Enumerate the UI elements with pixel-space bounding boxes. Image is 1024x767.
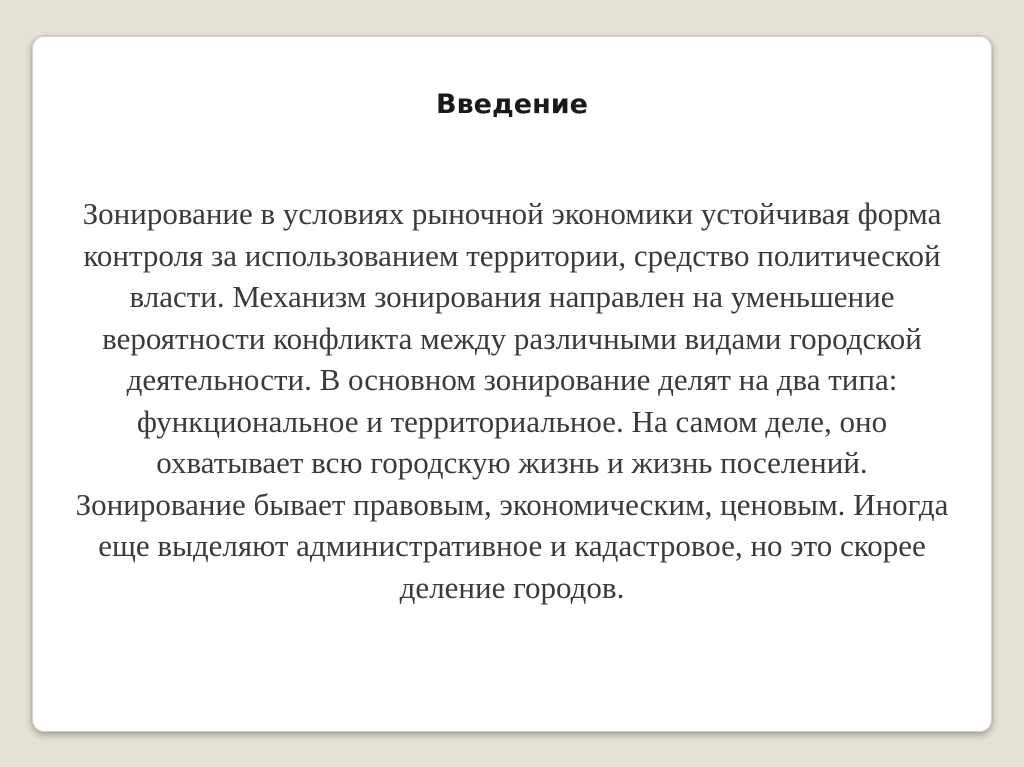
slide-card	[32, 36, 992, 732]
slide-title: Введение	[436, 89, 588, 120]
slide-body-text: Зонирование в условиях рыночной экономики устойчивая форма контроля за использованием территории, средство политической власти. Механизм зонирования направлен на уменьшение вероятности конфликта между различными видами городской деятельности. В основном зонирование делят на два типа: функциональное и территориальное. На самом деле, оно охватывает всю городскую жизнь и жизнь поселений. Зонирование бывает правовым, экономическим, ценовым. Иногда еще выделяют административное и кадастровое, но это скорее деление городов.	[75, 196, 949, 605]
